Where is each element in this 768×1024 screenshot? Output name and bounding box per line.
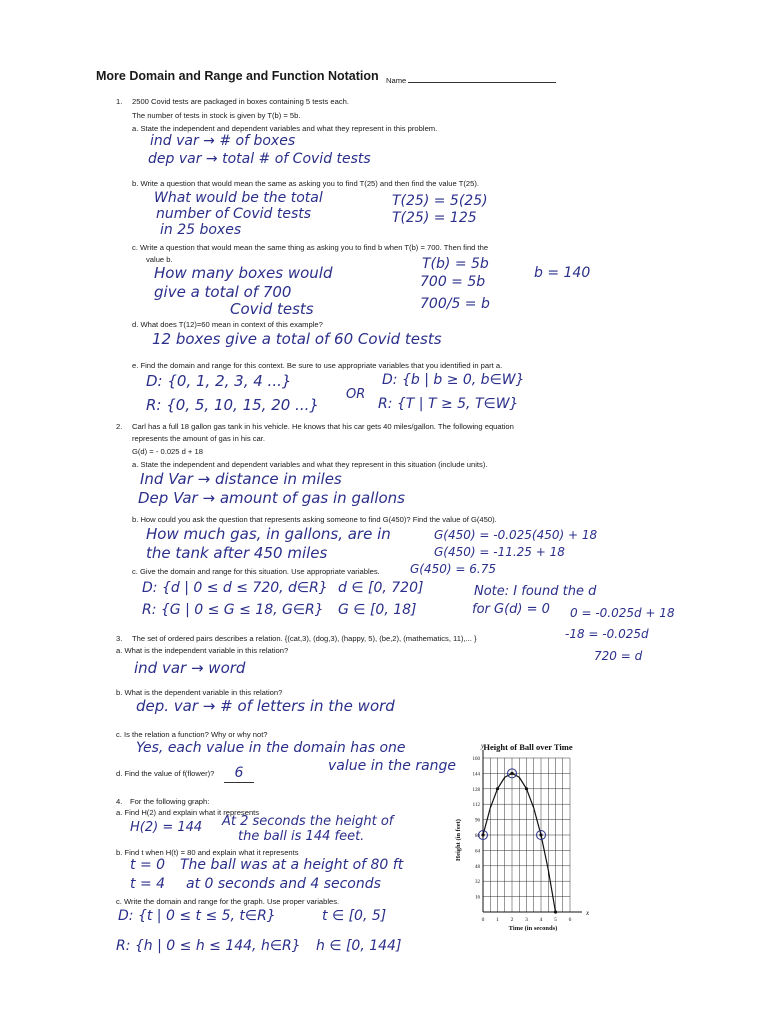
q3c-prompt: c. Is the relation a function? Why or why not? [116, 730, 268, 739]
q4c-domain-alt: t ∈ [0, 5] [322, 908, 387, 924]
q1d-answer: 12 boxes give a total of 60 Covid tests [152, 330, 442, 348]
q2b-answer-line1: How much gas, in gallons, are in [146, 525, 391, 543]
q2b-work-line1: G(450) = -0.025(450) + 18 [434, 528, 598, 542]
q2b-prompt: b. How could you ask the question that represents asking someone to find G(450)? Find the value of G(450). [132, 515, 497, 524]
q4a-answer-line3: the ball is 144 feet. [238, 829, 365, 844]
q1c-answer-line1: How many boxes would [154, 264, 333, 282]
q3c-answer-line1: Yes, each value in the domain has one [136, 740, 406, 756]
q4c-range-alt: h ∈ [0, 144] [316, 938, 402, 954]
q1c-answer-line2: give a total of 700 [154, 283, 292, 301]
q1e-or: OR [346, 387, 366, 402]
q2-equation: G(d) = - 0.025 d + 18 [132, 447, 203, 456]
q1b-prompt: b. Write a question that would mean the same as asking you to find T(25) and then find the value T(25). [132, 179, 479, 188]
q1-number: 1. [116, 97, 123, 106]
q2c-note-work2: -18 = -0.025d [565, 627, 649, 641]
q3-intro: The set of ordered pairs describes a relation. {(cat,3), (dog,3), (happy, 5), (be,2), (mathematics, 11),... } [132, 634, 477, 643]
data-point [554, 910, 557, 913]
q4a-prompt: a. Find H(2) and explain what it represents [116, 808, 260, 817]
y-tick-label: 64 [475, 849, 480, 855]
q1a-answer-line2: dep var → total # of Covid tests [148, 151, 371, 167]
q1e-domain-alt: D: {b | b ≥ 0, b∈W} [382, 372, 525, 388]
name-blank-line [408, 73, 556, 83]
q1c-work-line3: 700/5 = b [420, 296, 490, 312]
q3b-answer: dep. var → # of letters in the word [136, 697, 395, 715]
data-point [481, 833, 484, 836]
x-axis-letter: x [586, 909, 590, 917]
y-tick-label: 112 [472, 803, 480, 809]
q1e-range: R: {0, 5, 10, 15, 20 ...} [146, 396, 319, 414]
q1c-answer-line3: Covid tests [230, 300, 314, 318]
q2c-note-line1: Note: I found the d [474, 584, 597, 599]
q4a-answer-line2: At 2 seconds the height of [222, 814, 394, 829]
q3d-answer: 6 [234, 765, 244, 781]
q1-intro-line2: The number of tests in stock is given by T(b) = 5b. [132, 111, 301, 120]
y-axis-label: Height (in feet) [455, 819, 462, 861]
q1e-prompt: e. Find the domain and range for this context. Be sure to use appropriate variables that you identified in part a. [132, 361, 503, 370]
y-tick-label: 160 [472, 757, 480, 762]
q2c-domain: D: {d | 0 ≤ d ≤ 720, d∈R} [142, 580, 328, 596]
q1b-answer-line1: What would be the total [154, 190, 323, 206]
q1c-result: b = 140 [534, 265, 591, 281]
chart-title: Height of Ball over Time [483, 742, 573, 752]
q2c-range: R: {G | 0 ≤ G ≤ 18, G∈R} [142, 602, 324, 618]
q1c-prompt: c. Write a question that would mean the same thing as asking you to find b when T(b) = 700. Then find the [132, 243, 489, 252]
data-point [539, 833, 542, 836]
q4a-answer-line1: H(2) = 144 [130, 820, 203, 835]
q1b-answer-line3: in 25 boxes [160, 222, 242, 238]
y-tick-label: 16 [475, 895, 480, 901]
page-title: More Domain and Range and Function Notation [96, 69, 379, 83]
q2-intro-line1: Carl has a full 18 gallon gas tank in his vehicle. He knows that his car gets 40 miles/gallon. The following equation [132, 422, 514, 431]
data-point [525, 787, 528, 790]
x-axis-label: Time (in seconds) [508, 925, 558, 932]
q2-intro-line2: represents the amount of gas in his car. [132, 434, 265, 443]
y-tick-label: 48 [475, 864, 480, 870]
q2-number: 2. [116, 422, 123, 431]
y-tick-label: 80 [475, 834, 480, 839]
q2b-work-line3: G(450) = 6.75 [410, 562, 496, 576]
data-point [510, 772, 513, 775]
q1c-prompt-line2: value b. [146, 255, 173, 264]
q3a-prompt: a. What is the independent variable in this relation? [116, 646, 289, 655]
q1d-prompt: d. What does T(12)=60 mean in context of this example? [132, 320, 323, 329]
y-axis-letter: y [481, 742, 485, 750]
q2c-prompt: c. Give the domain and range for this situation. Use appropriate variables. [132, 567, 380, 576]
q2b-answer-line2: the tank after 450 miles [146, 544, 328, 562]
q1-intro-line1: 2500 Covid tests are packaged in boxes containing 5 tests each. [132, 97, 349, 106]
y-tick-label: 32 [475, 880, 480, 886]
q4-number: 4. [116, 797, 123, 806]
q2a-answer-line2: Dep Var → amount of gas in gallons [138, 489, 405, 507]
q2c-note-work1: 0 = -0.025d + 18 [570, 606, 675, 620]
q3-number: 3. [116, 634, 123, 643]
y-tick-label: 144 [472, 772, 480, 778]
x-tick-label: 4 [539, 917, 543, 923]
q2c-note-work3: 720 = d [594, 649, 643, 663]
q4b-answer-t0: t = 0 [130, 857, 166, 873]
q2c-range-alt: G ∈ [0, 18] [338, 602, 417, 618]
q2a-prompt: a. State the independent and dependent variables and what they represent in this situation (include units). [132, 460, 488, 469]
y-tick-label: 96 [475, 818, 480, 824]
q1a-answer-line1: ind var → # of boxes [150, 133, 296, 149]
q2c-note-line2: for G(d) = 0 [472, 602, 550, 617]
q1e-range-alt: R: {T | T ≥ 5, T∈W} [378, 396, 519, 412]
q3d-answer-blank [224, 764, 254, 783]
q4c-domain: D: {t | 0 ≤ t ≤ 5, t∈R} [118, 908, 276, 924]
x-tick-label: 1 [496, 917, 499, 923]
q4c-prompt: c. Write the domain and range for the graph. Use proper variables. [116, 897, 340, 906]
q3d-prompt: d. Find the value of f(flower)? [116, 769, 215, 778]
q1a-prompt: a. State the independent and dependent variables and what they represent in this problem. [132, 124, 438, 133]
q4b-explain-line2: at 0 seconds and 4 seconds [186, 876, 381, 892]
q3a-answer: ind var → word [134, 659, 246, 677]
q1e-domain: D: {0, 1, 2, 3, 4 ...} [146, 372, 292, 390]
x-tick-label: 5 [554, 917, 557, 923]
q1c-work-line2: 700 = 5b [420, 274, 486, 290]
q4b-prompt: b. Find t when H(t) = 80 and explain what it represents [116, 848, 299, 857]
x-tick-label: 0 [481, 917, 485, 923]
q1b-work-line1: T(25) = 5(25) [392, 193, 488, 209]
height-of-ball-chart [440, 740, 600, 936]
data-point [496, 787, 499, 790]
q4-intro: For the following graph: [130, 797, 210, 806]
q3c-answer-line2: value in the range [328, 758, 457, 774]
q2b-work-line2: G(450) = -11.25 + 18 [434, 545, 565, 559]
q2a-answer-line1: Ind Var → distance in miles [140, 470, 342, 488]
name-label: Name [386, 73, 556, 85]
q4b-answer-t4: t = 4 [130, 876, 166, 892]
q1b-answer-line2: number of Covid tests [156, 206, 312, 222]
q4c-range: R: {h | 0 ≤ h ≤ 144, h∈R} [116, 938, 301, 954]
q1c-work-line1: T(b) = 5b [422, 256, 489, 272]
q2c-domain-alt: d ∈ [0, 720] [338, 580, 424, 596]
x-tick-label: 3 [525, 917, 528, 923]
x-tick-label: 2 [510, 917, 514, 923]
q4b-explain-line1: The ball was at a height of 80 ft [180, 857, 404, 873]
x-tick-label: 6 [568, 917, 572, 923]
q3b-prompt: b. What is the dependent variable in this relation? [116, 688, 283, 697]
y-tick-label: 128 [472, 787, 480, 793]
q1b-work-line2: T(25) = 125 [392, 210, 477, 226]
